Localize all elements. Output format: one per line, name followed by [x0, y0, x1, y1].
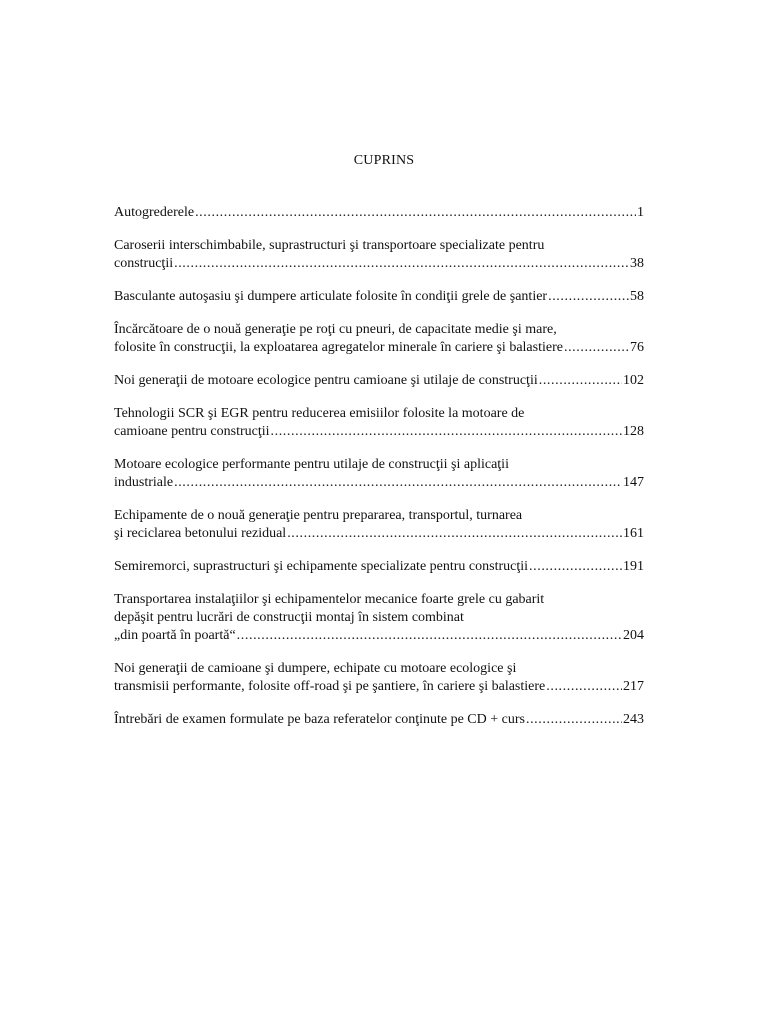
toc-entry-title: folosite în construcţii, la exploatarea agregatelor minerale în cariere şi balastiere	[114, 340, 563, 355]
dot-leader	[195, 204, 636, 222]
toc-entry-title-line: Tehnologii SCR şi EGR pentru reducerea emisiilor folosite la motoare de	[114, 406, 525, 421]
toc-entry-page-number: 147	[623, 475, 644, 490]
toc-entry-title: „din poartă în poartă“	[114, 628, 236, 643]
toc-entry-title-line: Noi generaţii de camioane şi dumpere, echipate cu motoare ecologice şi	[114, 661, 517, 676]
toc-entry-final-line	[114, 558, 644, 576]
toc-entry-title-line: Echipamente de o nouă generaţie pentru prepararea, transportul, turnarea	[114, 508, 523, 523]
toc-entry-title: Întrebări de examen formulate pe baza referatelor conţinute pe CD + curs	[114, 712, 525, 727]
toc-entry-final-line	[114, 288, 644, 306]
toc-entry-title: camioane pentru construcţii	[114, 424, 270, 439]
dot-leader	[287, 525, 622, 543]
toc-entry-title: industriale	[114, 475, 174, 490]
dot-leader	[271, 423, 623, 441]
toc-entry-title-line: Caroserii interschimbabile, suprastructuri şi transportoare specializate pentru	[114, 238, 545, 253]
toc-entry-final-line	[114, 204, 644, 222]
toc-entry[interactable]	[114, 591, 644, 645]
toc-entry-page-number: 38	[630, 256, 644, 271]
toc-entry-title-line: Încărcătoare de o nouă generaţie pe roţi cu pneuri, de capacitate medie şi mare,	[114, 322, 557, 337]
toc-entry-title: Semiremorci, suprastructuri şi echipamente specializate pentru construcţii	[114, 559, 529, 574]
toc-entry-final-line	[114, 678, 644, 696]
toc-entry-title-line: depăşit pentru lucrări de construcţii montaj în sistem combinat	[114, 610, 464, 625]
toc-entry-page-number: 58	[630, 289, 644, 304]
toc-entry[interactable]	[114, 204, 644, 222]
toc-entry-final-line	[114, 423, 644, 441]
toc-entry-page-number: 128	[623, 424, 644, 439]
toc-entry-final-line	[114, 627, 644, 645]
toc-entry-final-line	[114, 255, 644, 273]
toc-entry[interactable]	[114, 711, 644, 729]
toc-entry[interactable]	[114, 237, 644, 273]
dot-leader	[174, 474, 622, 492]
toc-entry[interactable]	[114, 405, 644, 441]
toc-entry-page-number: 191	[623, 559, 644, 574]
page-title: CUPRINS	[353, 153, 415, 168]
toc-entry-final-line	[114, 474, 644, 492]
toc-entry-title: construcţii	[114, 256, 174, 271]
dot-leader	[546, 678, 622, 696]
toc-entry-page-number: 1	[637, 205, 644, 220]
toc-entry-title: transmisii performante, folosite off-road şi pe şantiere, în cariere şi balastiere	[114, 679, 546, 694]
toc-entry[interactable]	[114, 507, 644, 543]
dot-leader	[539, 372, 622, 390]
toc-entry[interactable]	[114, 456, 644, 492]
toc-entry-title-line: Transportarea instalaţiilor şi echipamentelor mecanice foarte grele cu gabarit	[114, 592, 545, 607]
dot-leader	[529, 558, 622, 576]
toc-entry-page-number: 204	[623, 628, 644, 643]
toc-entry[interactable]	[114, 660, 644, 696]
toc-entry[interactable]	[114, 558, 644, 576]
toc-entry[interactable]	[114, 288, 644, 306]
toc-entry-title: Autogrederele	[114, 205, 195, 220]
toc-entry-title: Basculante autoşasiu şi dumpere articulate folosite în condiţii grele de şantier	[114, 289, 548, 304]
toc-entry-title-line: Motoare ecologice performante pentru utilaje de construcţii şi aplicaţii	[114, 457, 509, 472]
toc-entry-final-line	[114, 711, 644, 729]
toc-entry-page-number: 76	[630, 340, 644, 355]
toc-entry-final-line	[114, 372, 644, 390]
toc-entry-page-number: 161	[623, 526, 644, 541]
dot-leader	[174, 255, 629, 273]
dot-leader	[526, 711, 622, 729]
toc-entry-title: Noi generaţii de motoare ecologice pentru camioane şi utilaje de construcţii	[114, 373, 538, 388]
toc-entry-final-line	[114, 525, 644, 543]
toc-entry-title: şi reciclarea betonului rezidual	[114, 526, 287, 541]
dot-leader	[548, 288, 629, 306]
dot-leader	[564, 339, 629, 357]
toc-entry-page-number: 217	[623, 679, 644, 694]
toc-entry[interactable]	[114, 372, 644, 390]
toc-entry-final-line	[114, 339, 644, 357]
toc-entry[interactable]	[114, 321, 644, 357]
toc-entry-page-number: 243	[623, 712, 644, 727]
table-of-contents	[114, 204, 644, 744]
toc-entry-page-number: 102	[623, 373, 644, 388]
dot-leader	[237, 627, 622, 645]
